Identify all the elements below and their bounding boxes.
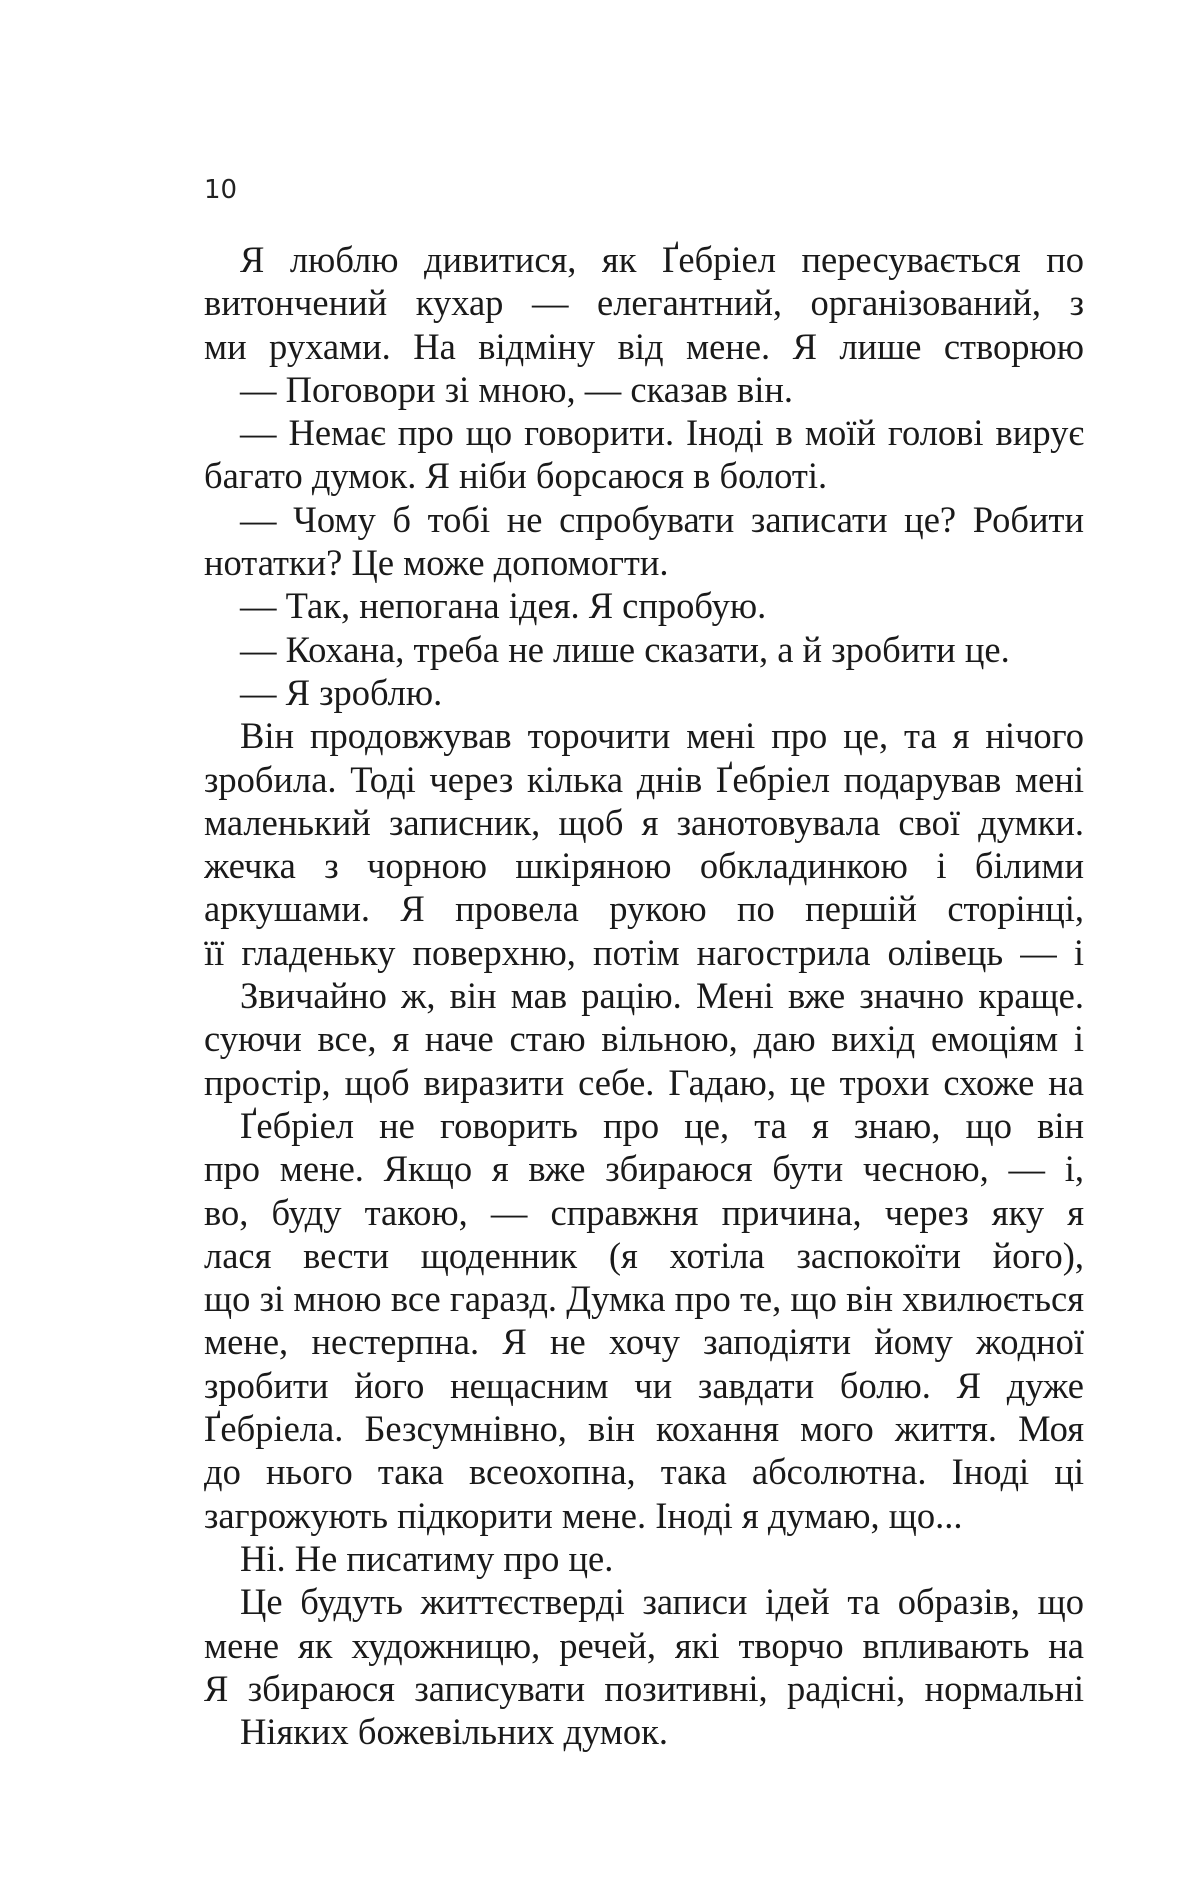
text-line: — Я зроблю. <box>240 671 443 713</box>
text-line: Звичайно ж, він мав рацію. Мені вже значно краще. <box>240 975 1084 1017</box>
text-line: до нього така всеохопна, така абсолютна. Іноді ці <box>204 1451 1084 1493</box>
text-line: Це будуть життєстверді записи ідей та образів, що <box>240 1581 1084 1623</box>
text-line: її гладеньку поверхню, потім нагострила олівець — і <box>204 931 1084 973</box>
text-line: — Поговори зі мною, — сказав він. <box>240 368 793 410</box>
text-line: мене як художницю, речей, які творчо впливають на <box>204 1624 1084 1666</box>
text-line: — Кохана, треба не лише сказати, а й зробити це. <box>240 628 1010 670</box>
page-number: 10 <box>204 175 238 205</box>
text-line: жечка з чорною шкіряною обкладинкою і білими <box>204 845 1084 887</box>
text-line: Я люблю дивитися, як Ґебріел пересувається по <box>240 239 1084 280</box>
text-line: зробити його нещасним чи завдати болю. Я дуже <box>204 1364 1084 1406</box>
text-line: мене, нестерпна. Я не хочу заподіяти йому жодної <box>204 1321 1084 1363</box>
text-line: про мене. Якщо я вже збираюся бути чесною, — і, <box>204 1148 1084 1190</box>
text-line: зробила. Тоді через кілька днів Ґебріел подарував мені <box>204 758 1084 800</box>
text-line: Ґебріел не говорить про це, та я знаю, що він <box>240 1104 1084 1146</box>
text-line: аркушами. Я провела рукою по першій сторінці, <box>204 888 1084 930</box>
text-line: Я збираюся записувати позитивні, радісні, нормальні <box>204 1667 1084 1709</box>
body-text <box>204 238 1084 1753</box>
text-line: загрожують підкорити мене. Іноді я думаю, що... <box>204 1494 963 1536</box>
text-line: Він продовжував торочити мені про це, та я нічого <box>240 715 1084 757</box>
text-line: ми рухами. На відміну від мене. Я лише створюю <box>204 325 1084 367</box>
text-line: Ні. Не писатиму про це. <box>240 1537 614 1579</box>
text-line: во, буду такою, — справжня причина, через яку я <box>204 1191 1084 1233</box>
text-line: простір, щоб виразити себе. Гадаю, це трохи схоже на <box>204 1061 1084 1103</box>
text-line: маленький записник, щоб я занотовувала свої думки. <box>204 801 1084 843</box>
text-line: що зі мною все гаразд. Думка про те, що він хвилюється <box>204 1278 1084 1320</box>
text-line: лася вести щоденник (я хотіла заспокоїти його), <box>204 1234 1084 1276</box>
text-line: нотатки? Це може допомогти. <box>204 542 669 584</box>
text-line: Ніяких божевільних думок. <box>240 1711 669 1753</box>
text-line: — Так, непогана ідея. Я спробую. <box>240 585 767 627</box>
text-line: суючи все, я наче стаю вільною, даю вихід емоціям і <box>204 1018 1084 1060</box>
text-line: витончений кухар — елегантний, організований, з <box>204 282 1084 324</box>
text-line: — Немає про що говорити. Іноді в моїй голові вирує <box>240 412 1084 454</box>
text-line: Ґебріела. Безсумнівно, він кохання мого життя. Моя <box>204 1408 1084 1450</box>
text-line: багато думок. Я ніби борсаюся в болоті. <box>204 455 828 497</box>
text-line: — Чому б тобі не спробувати записати це? Робити <box>240 498 1084 540</box>
